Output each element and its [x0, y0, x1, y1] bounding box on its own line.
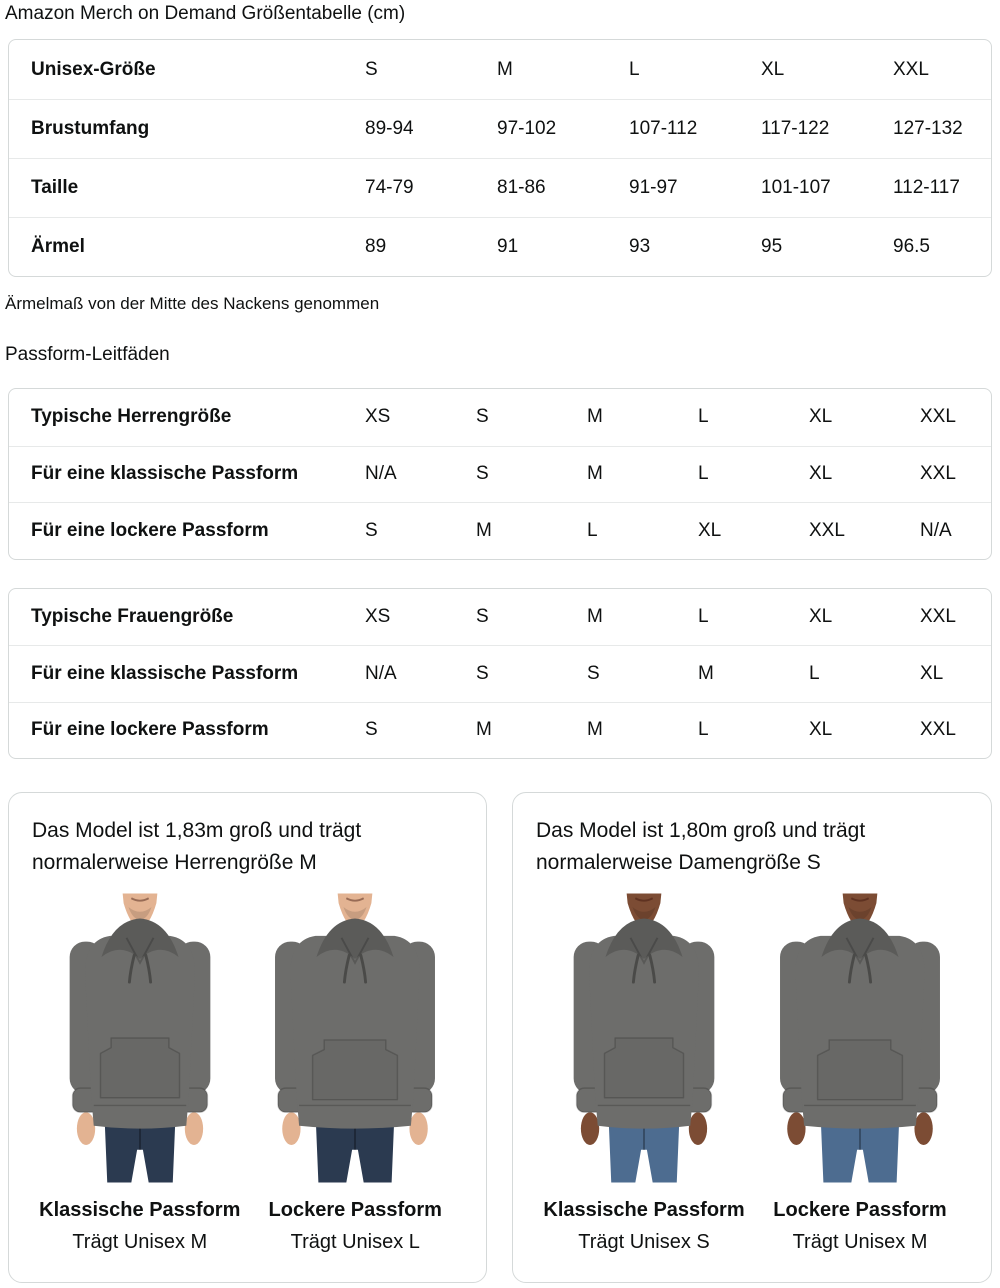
- model-photo: [752, 888, 968, 1254]
- model-photo: [536, 888, 752, 1254]
- fit-caption: Lockere Passform: [268, 1199, 442, 1221]
- size-cell: M: [587, 463, 603, 485]
- size-cell: 112-117: [893, 177, 960, 198]
- unisex-size-table: [8, 39, 992, 277]
- size-cell: XL: [809, 463, 833, 485]
- size-cell: S: [587, 662, 600, 684]
- table-row: [9, 702, 991, 759]
- fit-caption: Lockere Passform: [773, 1199, 947, 1221]
- size-cell: XXL: [920, 463, 956, 485]
- model-description: Das Model ist 1,80m groß und trägt normalerweise Damengröße S: [536, 819, 866, 874]
- size-cell: M: [698, 662, 714, 684]
- size-cell: S: [365, 58, 378, 80]
- table-row: [9, 645, 991, 702]
- size-cell: M: [587, 719, 603, 741]
- table-row: [9, 217, 991, 276]
- page-title: Amazon Merch on Demand Größentabelle (cm): [5, 3, 406, 24]
- hoodie-figure: [754, 888, 966, 1188]
- size-cell: L: [629, 58, 640, 80]
- size-cell: L: [698, 463, 709, 485]
- size-cell: S: [476, 662, 489, 684]
- model-photo: [248, 888, 464, 1254]
- size-cell: L: [698, 406, 709, 428]
- table-row: [9, 502, 991, 559]
- size-cell: 74-79: [365, 177, 414, 198]
- size-cell: 89: [365, 236, 387, 257]
- size-cell: L: [698, 605, 709, 627]
- hoodie-figure: [34, 888, 246, 1188]
- size-cell: 91-97: [629, 177, 678, 198]
- size-cell: XXL: [920, 719, 956, 741]
- size-cell: 127-132: [893, 118, 963, 139]
- size-cell: S: [365, 519, 378, 541]
- row-label: Für eine klassische Passform: [31, 662, 299, 684]
- photo-row: [32, 888, 463, 1254]
- size-cell: XS: [365, 605, 391, 627]
- size-cell: XXL: [920, 605, 956, 627]
- hoodie-model-illustration: [249, 888, 461, 1188]
- hoodie-model-illustration: [754, 888, 966, 1188]
- men-fit-table: [8, 388, 992, 560]
- women-fit-table: [8, 588, 992, 760]
- photo-row: [536, 888, 968, 1254]
- model-photo: [32, 888, 248, 1254]
- row-label: Unisex-Größe: [31, 58, 156, 80]
- size-cell: S: [476, 605, 489, 627]
- size-cell: L: [698, 719, 709, 741]
- row-label: Ärmel: [31, 236, 85, 257]
- row-label: Taille: [31, 177, 79, 198]
- size-cell: 97-102: [497, 118, 557, 139]
- size-cell: 95: [761, 236, 783, 257]
- size-cell: S: [476, 463, 489, 485]
- row-label: Für eine lockere Passform: [31, 519, 269, 541]
- size-cell: N/A: [920, 519, 952, 541]
- table-row: [9, 158, 991, 217]
- row-label: Brustumfang: [31, 118, 150, 139]
- row-label: Typische Frauengröße: [31, 605, 234, 627]
- size-caption: Trägt Unisex M: [72, 1231, 208, 1253]
- sleeve-measure-note: Ärmelmaß von der Mitte des Nackens genommen: [5, 294, 380, 313]
- size-cell: L: [809, 662, 820, 684]
- hoodie-model-illustration: [538, 888, 750, 1188]
- size-cell: XS: [365, 406, 391, 428]
- size-cell: XL: [920, 662, 944, 684]
- size-cell: 117-122: [761, 118, 830, 139]
- row-label: Für eine klassische Passform: [31, 463, 299, 485]
- size-cell: M: [476, 519, 492, 541]
- size-cell: XXL: [920, 406, 956, 428]
- size-cell: N/A: [365, 662, 397, 684]
- size-cell: XXL: [809, 519, 845, 541]
- size-cell: XL: [809, 605, 833, 627]
- row-label: Für eine lockere Passform: [31, 719, 269, 741]
- size-cell: 91: [497, 236, 519, 257]
- size-cell: 93: [629, 236, 651, 257]
- fit-guides-heading: Passform-Leitfäden: [5, 344, 170, 365]
- fit-caption: Klassische Passform: [543, 1199, 745, 1221]
- table-row: [9, 389, 991, 446]
- size-cell: XL: [698, 519, 722, 541]
- table-row: [9, 99, 991, 158]
- table-row: [9, 40, 991, 99]
- size-cell: M: [476, 719, 492, 741]
- size-cell: 96.5: [893, 236, 930, 257]
- hoodie-figure: [249, 888, 461, 1188]
- table-row: [9, 589, 991, 646]
- size-cell: S: [365, 719, 378, 741]
- size-caption: Trägt Unisex S: [578, 1231, 710, 1253]
- model-card-men: [8, 792, 487, 1283]
- size-cell: S: [476, 406, 489, 428]
- size-caption: Trägt Unisex M: [792, 1231, 928, 1253]
- size-cell: 101-107: [761, 177, 831, 198]
- size-cell: 107-112: [629, 118, 698, 139]
- size-cell: M: [587, 605, 603, 627]
- size-cell: 89-94: [365, 118, 414, 139]
- size-cell: 81-86: [497, 177, 546, 198]
- size-cell: XL: [809, 406, 833, 428]
- size-cell: M: [587, 406, 603, 428]
- row-label: Typische Herrengröße: [31, 406, 232, 428]
- hoodie-model-illustration: [34, 888, 246, 1188]
- size-cell: L: [587, 519, 598, 541]
- size-cell: M: [497, 58, 513, 80]
- size-chart-page: [0, 3, 1000, 1283]
- size-cell: XL: [761, 58, 785, 80]
- size-cell: XL: [809, 719, 833, 741]
- model-cards: [8, 792, 992, 1283]
- table-row: [9, 446, 991, 503]
- hoodie-figure: [538, 888, 750, 1188]
- fit-caption: Klassische Passform: [39, 1199, 241, 1221]
- model-description: Das Model ist 1,83m groß und trägt normalerweise Herrengröße M: [32, 819, 362, 874]
- model-card-women: [512, 792, 992, 1283]
- size-cell: N/A: [365, 463, 397, 485]
- size-caption: Trägt Unisex L: [290, 1231, 420, 1253]
- size-cell: XXL: [893, 58, 929, 80]
